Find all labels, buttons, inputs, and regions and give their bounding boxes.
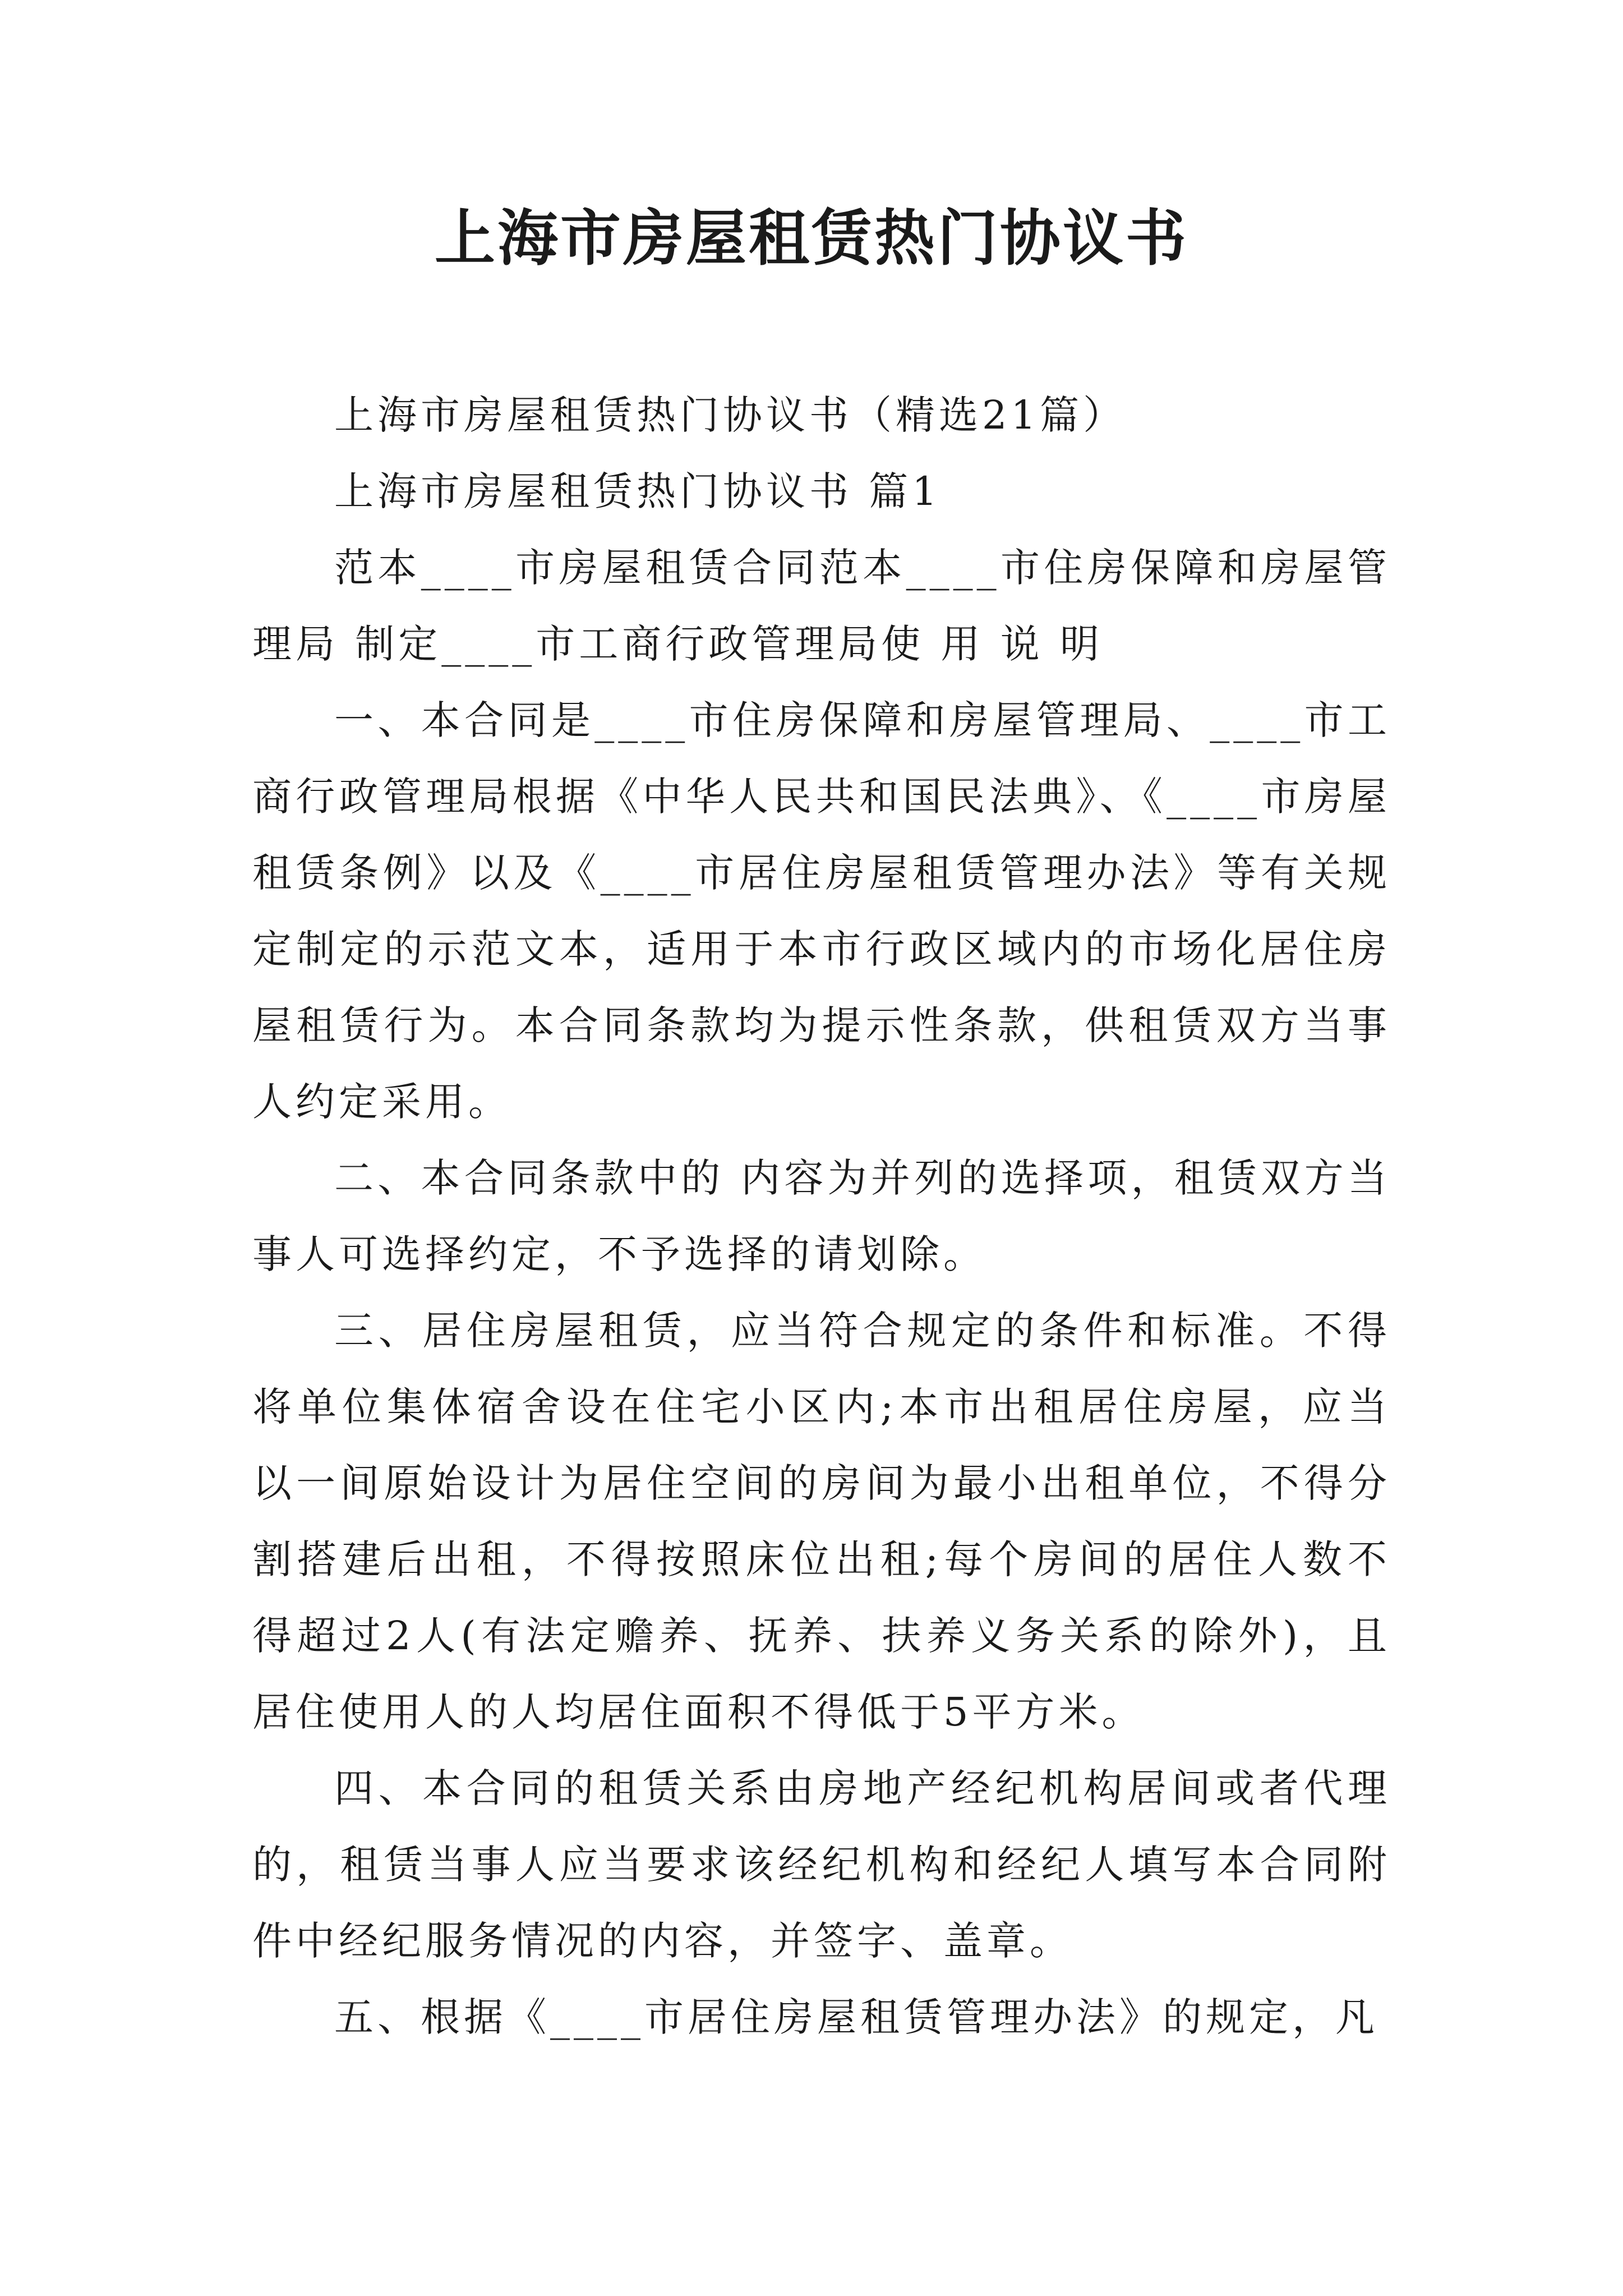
paragraph: 五、根据《____市居住房屋租赁管理办法》的规定，凡 [334,1994,1378,2040]
paragraph: 四、本合同的租赁关系由房地产经纪机构居间或者代理的，租赁当事人应当要求该经纪机构和经纪人填写本合同附件中经纪服务情况的内容，并签字、盖章。 [252,1765,1391,1964]
section-heading: 上海市房屋租赁热门协议书 篇1 [334,468,941,514]
paragraph: 三、居住房屋租赁，应当符合规定的条件和标准。不得将单位集体宿舍设在住宅小区内;本市出租居住房屋，应当以一间原始设计为居住空间的房间为最小出租单位，不得分割搭建后出租，不得按照床位出租;每个房间的居住人数不得超过2人(有法定赡养、抚养、扶养义务关系的除外)，且居住使用人的人均居住面积不得低于5平方米。 [252,1308,1391,1735]
paragraph: 一、本合同是____市住房保障和房屋管理局、____市工商行政管理局根据《中华人民共和国民法典》、《____市房屋租赁条例》以及《____市居住房屋租赁管理办法》等有关规定制定的示范文本，适用于本市行政区域内的市场化居住房屋租赁行为。本合同条款均为提示性条款，供租赁双方当事人约定采用。 [252,697,1391,1125]
collection-heading: 上海市房屋租赁热门协议书（精选21篇） [334,392,1127,438]
paragraph: 二、本合同条款中的 内容为并列的选择项，租赁双方当事人可选择约定，不予选择的请划除。 [252,1155,1391,1277]
paragraph: 范本____市房屋租赁合同范本____市住房保障和房屋管理局 制定____市工商行政管理局使 用 说 明 [252,545,1391,667]
document-body [252,377,1391,2055]
document-title: 上海市房屋租赁热门协议书 [434,203,1188,274]
